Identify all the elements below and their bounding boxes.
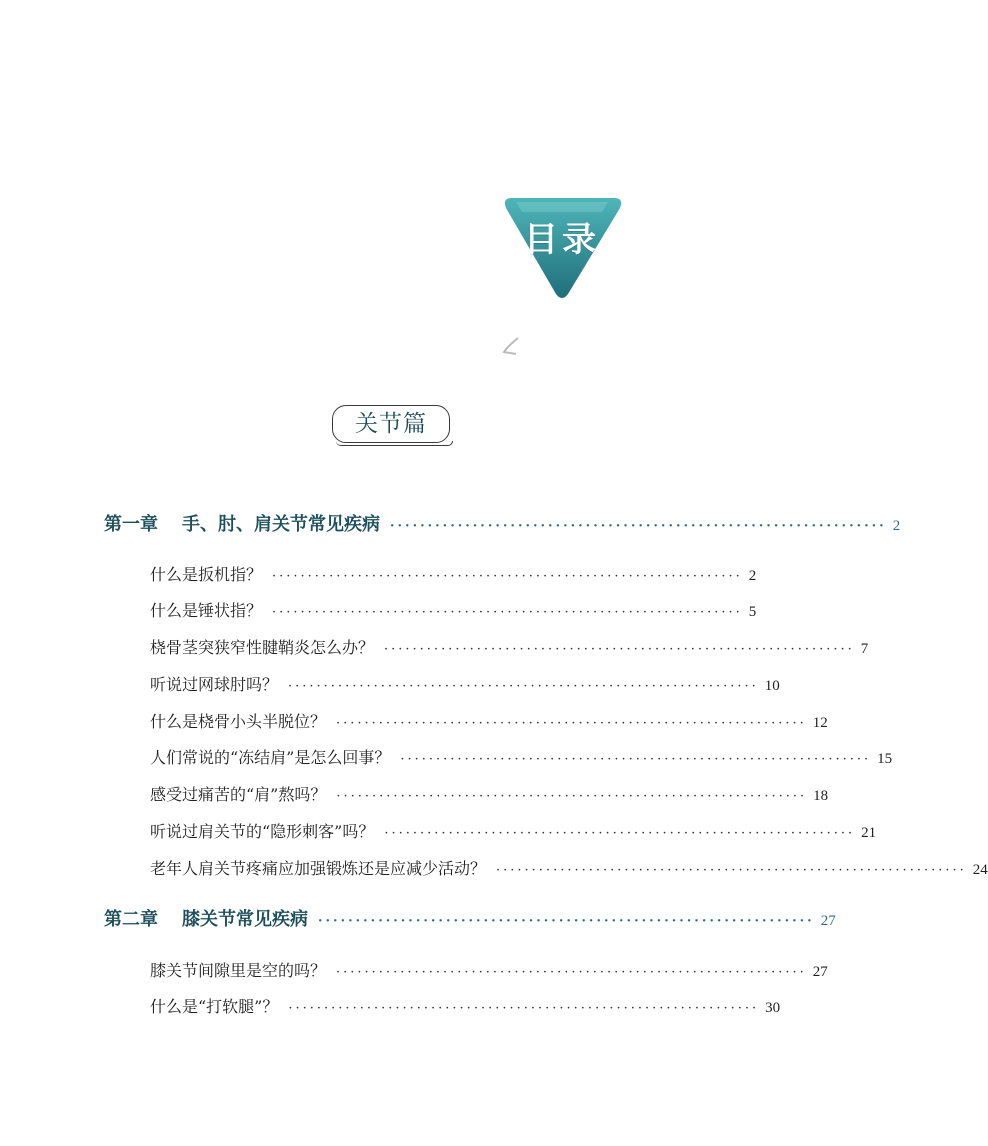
dot-leader: ··································································: [272, 569, 743, 584]
entry-page-number: 30: [765, 1000, 781, 1016]
entry-page-number: 27: [812, 964, 828, 980]
chapter-page-number: 27: [820, 913, 836, 929]
entry-title: 老年人肩关节疼痛应加强锻炼还是应减少活动？: [150, 859, 487, 878]
toc-entry[interactable]: [150, 709, 828, 732]
toc-title: 目录: [524, 220, 600, 260]
toc-entry[interactable]: [150, 856, 988, 879]
toc-entry[interactable]: [150, 745, 893, 768]
entry-page-number: 15: [877, 751, 893, 767]
entry-title: 桡骨茎突狭窄性腱鞘炎怎么办？: [150, 638, 375, 657]
entry-page-number: 18: [813, 788, 829, 804]
dot-leader: ··································································: [384, 826, 856, 841]
dot-leader: ··································································: [336, 716, 807, 731]
entry-title: 听说过肩关节的“隐形刺客”吗？: [150, 822, 375, 841]
dot-leader: ··································································: [390, 519, 887, 534]
entry-page-number: 7: [860, 641, 869, 657]
toc-title-badge: [494, 190, 630, 302]
entry-title: 什么是“打软腿”？: [150, 997, 279, 1016]
toc-entry[interactable]: [150, 819, 877, 842]
entry-page-number: 5: [748, 604, 757, 620]
dot-leader: ··································································: [318, 914, 815, 929]
toc-chapter-2[interactable]: [104, 905, 836, 931]
entry-page-number: 2: [748, 568, 757, 584]
chapter-title: 膝关节常见疾病: [182, 909, 308, 930]
chapter-title: 手、肘、肩关节常见疾病: [182, 514, 380, 535]
entry-page-number: 21: [861, 825, 877, 841]
dot-leader: ··································································: [496, 863, 967, 878]
entry-title: 什么是扳机指？: [150, 565, 263, 584]
toc-chapter-1[interactable]: [104, 510, 901, 536]
entry-page-number: 24: [972, 862, 988, 878]
toc-entry[interactable]: [150, 958, 828, 981]
chapter-label: [104, 510, 380, 536]
chapter-page-number: 2: [892, 518, 901, 534]
dot-leader: ··································································: [400, 752, 872, 767]
chapter-number: 第一章: [104, 514, 158, 535]
dot-leader: ··································································: [288, 1001, 760, 1016]
dot-leader: ··································································: [384, 642, 855, 657]
entry-title: 人们常说的“冻结肩”是怎么回事？: [150, 748, 391, 767]
decorative-mark-icon: [498, 334, 526, 358]
entry-title: 膝关节间隙里是空的吗？: [150, 961, 327, 980]
chapter-label: [104, 905, 308, 931]
dot-leader: ··································································: [336, 789, 808, 804]
entry-page-number: 12: [812, 715, 828, 731]
toc-entry[interactable]: [150, 782, 829, 805]
toc-entry[interactable]: [150, 672, 780, 695]
entry-title: 感受过痛苦的“肩”熬吗？: [150, 785, 327, 804]
toc-entry[interactable]: [150, 635, 869, 658]
chapter-number: 第二章: [104, 909, 158, 930]
dot-leader: ··································································: [272, 605, 743, 620]
toc-entry[interactable]: [150, 994, 781, 1017]
entry-page-number: 10: [764, 678, 780, 694]
entry-title: 什么是锤状指？: [150, 601, 263, 620]
toc-entry[interactable]: [150, 562, 757, 585]
section-title: 关节篇: [332, 405, 450, 443]
dot-leader: ··································································: [336, 965, 807, 980]
entry-title: 什么是桡骨小头半脱位？: [150, 712, 327, 731]
toc-entry[interactable]: [150, 598, 757, 621]
dot-leader: ··································································: [288, 679, 759, 694]
entry-title: 听说过网球肘吗？: [150, 675, 279, 694]
